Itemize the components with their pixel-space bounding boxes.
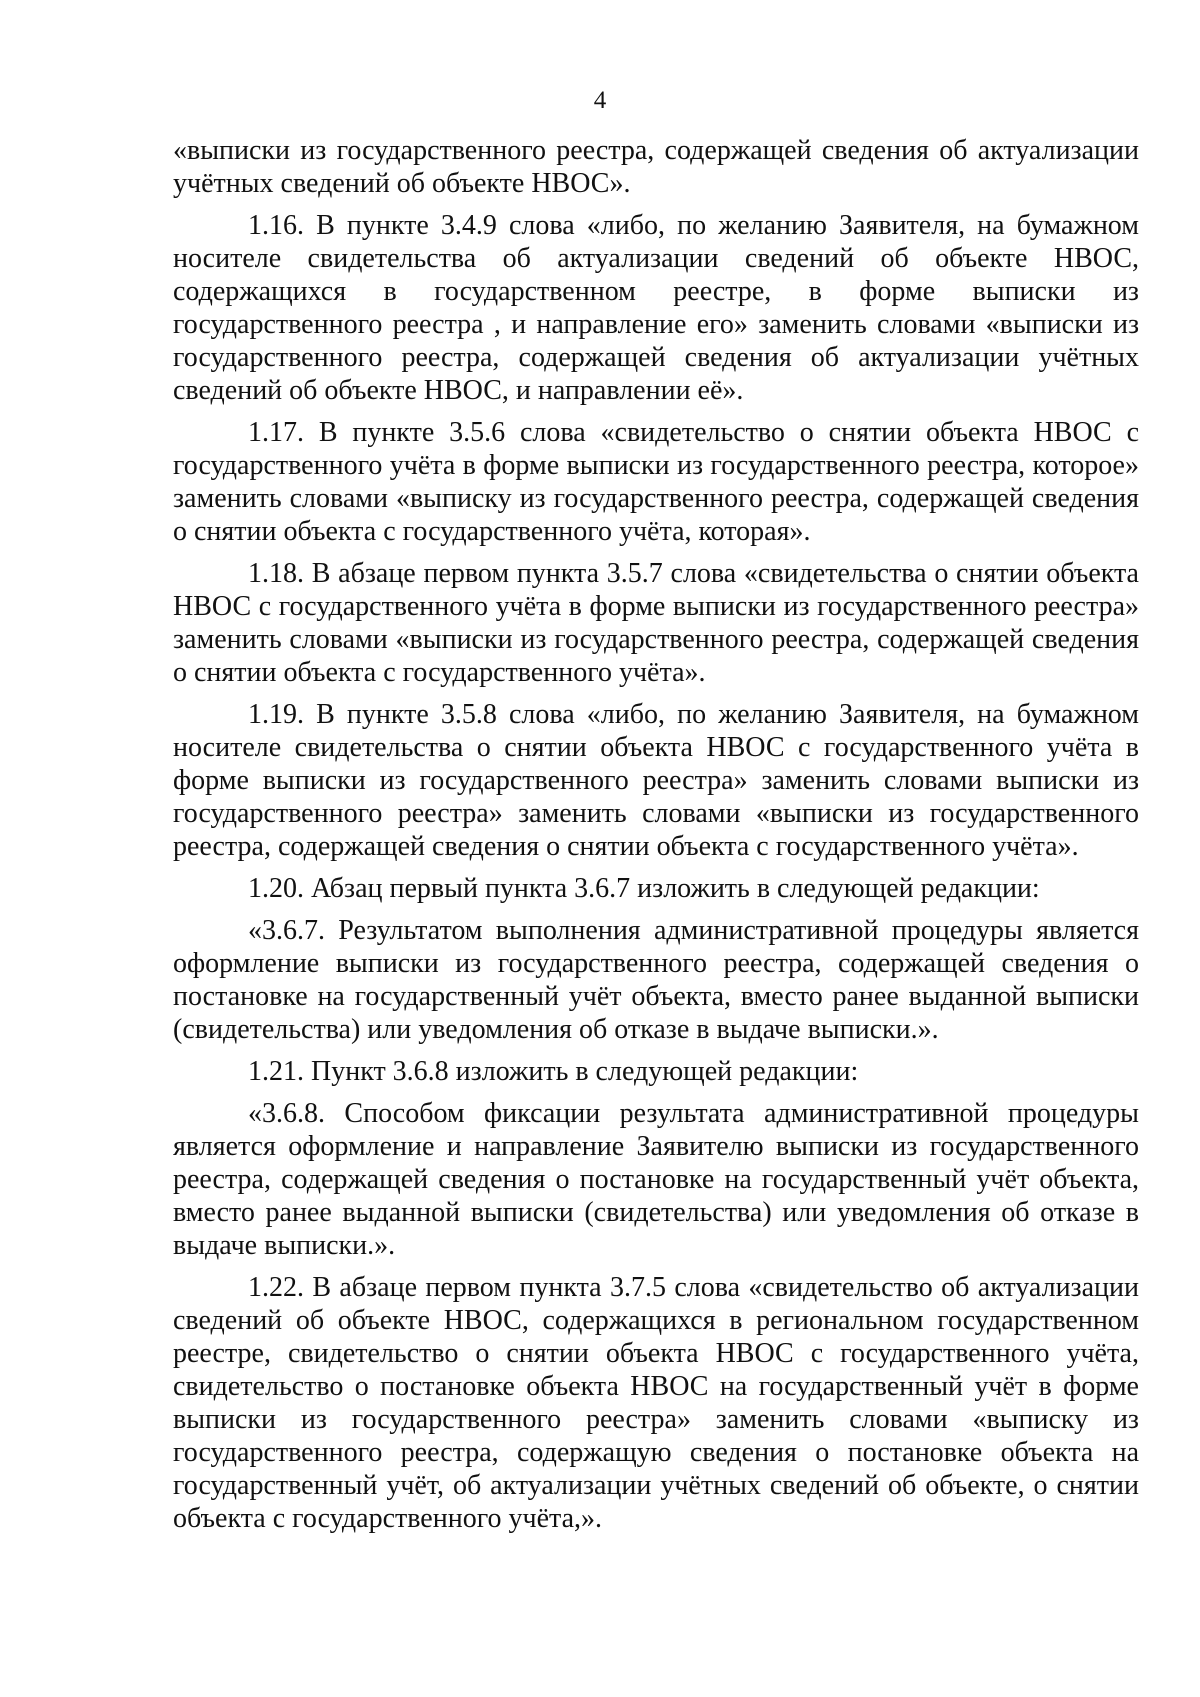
paragraph-1-17: 1.17. В пункте 3.5.6 слова «свидетельство о снятии объекта НВОС с государственного учёта в форме выписки из государственного реестра, которое» заменить словами «выписку из государственного реестра, содержащей сведения о снятии объекта с государственного учёта, которая». — [173, 417, 1139, 547]
paragraph-1-21: 1.21. Пункт 3.6.8 изложить в следующей редакции: — [248, 1056, 859, 1087]
paragraph-3-6-8-quote: «3.6.8. Способом фиксации результата административной процедуры является оформление и направление Заявителю выписки из государственного реестра, содержащей сведения о постановке на государственный учёт объекта, вместо ранее выданной выписки (свидетельства) или уведомления об отказе в выдаче выписки.». — [173, 1098, 1139, 1261]
paragraph-1-22: 1.22. В абзаце первом пункта 3.7.5 слова «свидетельство об актуализации сведений об объекте НВОС, содержащихся в региональном государственном реестре, свидетельство о снятии объекта НВОС с государственного учёта, свидетельство о постановке объекта НВОС на государственный учёт в форме выписки из государственного реестра» заменить словами «выписку из государственного реестра, содержащую сведения о постановке объекта на государственный учёт, об актуализации учётных сведений об объекте, о снятии объекта с государственного учёта,». — [173, 1272, 1139, 1534]
document-body — [173, 134, 1139, 1544]
paragraph-1-20: 1.20. Абзац первый пункта 3.6.7 изложить в следующей редакции: — [248, 873, 1040, 904]
paragraph-1-16: 1.16. В пункте 3.4.9 слова «либо, по желанию Заявителя, на бумажном носителе свидетельства об актуализации сведений об объекте НВОС, содержащихся в государственном реестре, в форме выписки из государственного реестра , и направление его» заменить словами «выписки из государственного реестра, содержащей сведения об актуализации учётных сведений об объекте НВОС, и направлении её». — [173, 210, 1139, 406]
page-number: 4 — [593, 87, 607, 114]
paragraph-1-19: 1.19. В пункте 3.5.8 слова «либо, по желанию Заявителя, на бумажном носителе свидетельства о снятии объекта НВОС с государственного учёта в форме выписки из государственного реестра» заменить словами выписки из государственного реестра» заменить словами «выписки из государственного реестра, содержащей сведения о снятии объекта с государственного учёта». — [173, 699, 1139, 862]
paragraph-1-18: 1.18. В абзаце первом пункта 3.5.7 слова «свидетельства о снятии объекта НВОС с государственного учёта в форме выписки из государственного реестра» заменить словами «выписки из государственного реестра, содержащей сведения о снятии объекта с государственного учёта». — [173, 558, 1139, 688]
paragraph-continuation: «выписки из государственного реестра, содержащей сведения об актуализации учётных сведений об объекте НВОС». — [173, 135, 1139, 199]
paragraph-3-6-7-quote: «3.6.7. Результатом выполнения административной процедуры является оформление выписки из государственного реестра, содержащей сведения о постановке на государственный учёт объекта, вместо ранее выданной выписки (свидетельства) или уведомления об отказе в выдаче выписки.». — [173, 915, 1139, 1045]
